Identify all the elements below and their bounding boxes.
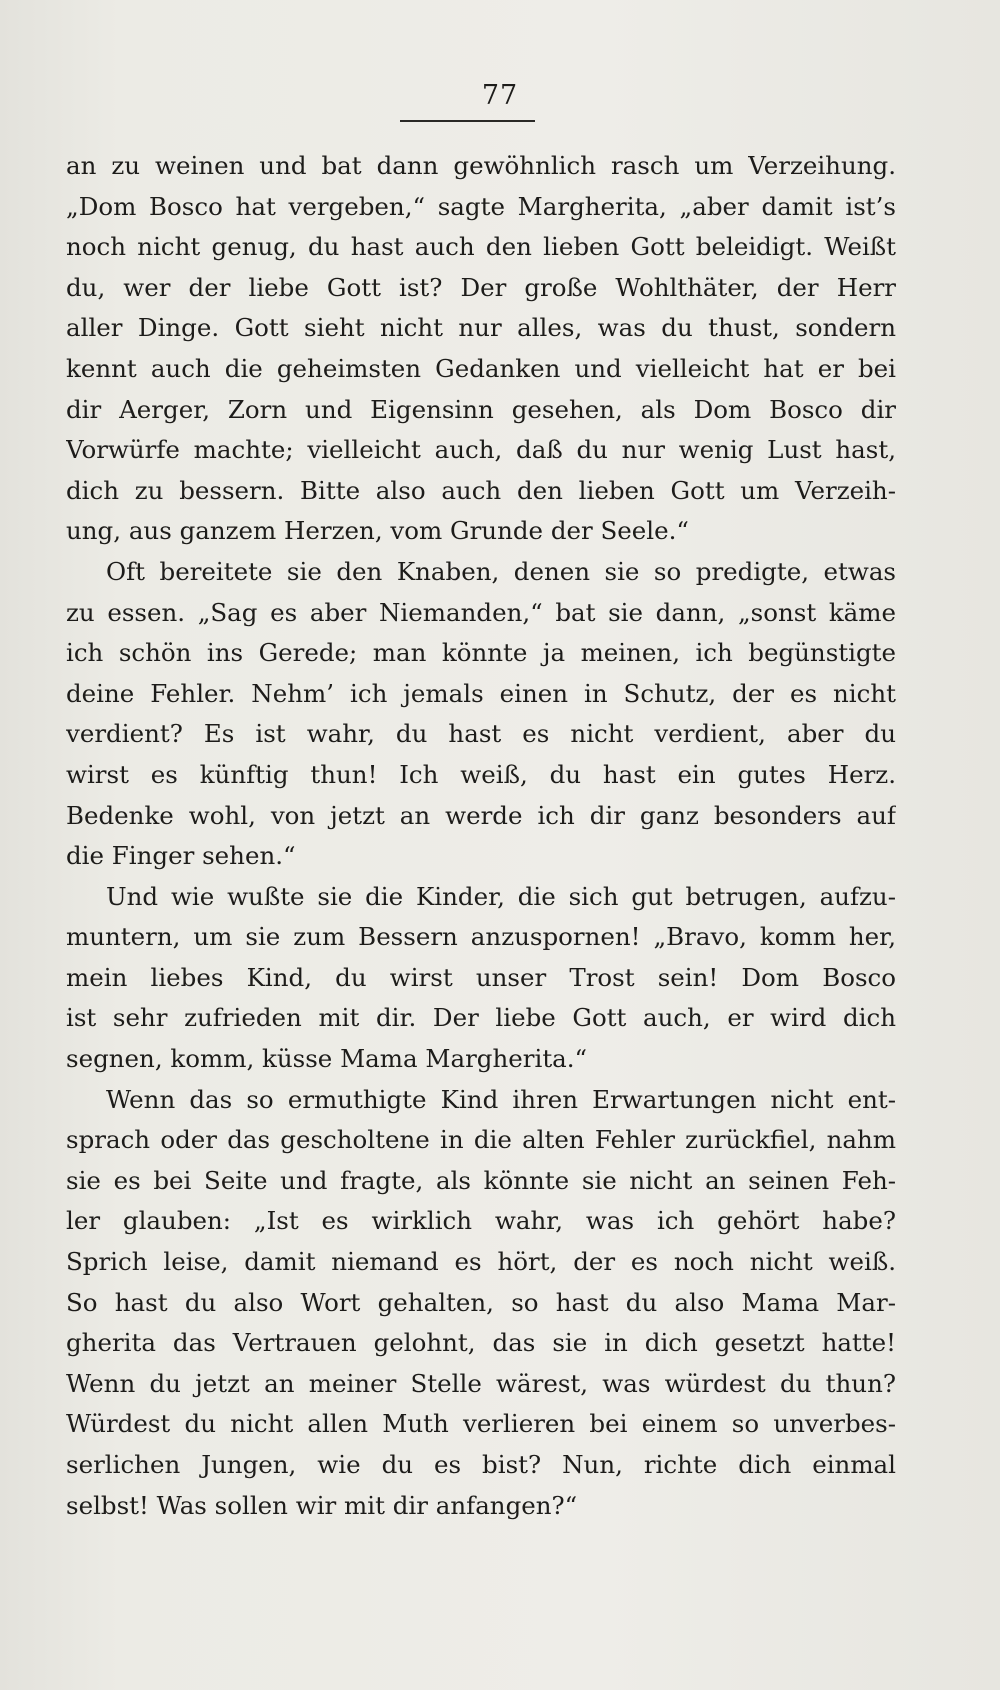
paragraph-end-line: die Finger sehen.“ [66, 841, 296, 871]
header-rule [400, 120, 535, 122]
text-line: deine Fehler. Nehm’ ich jemals einen in Schutz, der es nicht [66, 678, 896, 708]
body-text [66, 146, 896, 1526]
text-line: dir Aerger, Zorn und Eigensinn gesehen, als Dom Bosco dir [66, 394, 896, 424]
text-line: Wenn du jetzt an meiner Stelle wärest, was würdest du thun? [66, 1368, 896, 1398]
text-line: mein liebes Kind, du wirst unser Trost sein! Dom Bosco [66, 962, 896, 992]
text-line: du, wer der liebe Gott ist? Der große Wohlthäter, der Herr [66, 272, 896, 302]
text-line: wirst es künftig thun! Ich weiß, du hast ein gutes Herz. [66, 759, 896, 789]
text-line: ist sehr zufrieden mit dir. Der liebe Gott auch, er wird dich [66, 1003, 896, 1033]
paragraph-start-line: Und wie wußte sie die Kinder, die sich gut betrugen, aufzu- [106, 881, 896, 911]
text-line: verdient? Es ist wahr, du hast es nicht verdient, aber du [66, 719, 896, 749]
paragraph-end-line: ung, aus ganzem Herzen, vom Grunde der Seele.“ [66, 516, 689, 546]
page-number: 77 [481, 80, 519, 111]
text-line: kennt auch die geheimsten Gedanken und vielleicht hat er bei [66, 353, 896, 383]
text-line: ich schön ins Gerede; man könnte ja meinen, ich begünstigte [66, 638, 896, 668]
text-line: sprach oder das gescholtene in die alten Fehler zurückfiel, nahm [66, 1125, 896, 1155]
text-line: Sprich leise, damit niemand es hört, der es noch nicht weiß. [66, 1247, 896, 1277]
text-line: muntern, um sie zum Bessern anzuspornen! „Bravo, komm her, [66, 922, 896, 952]
paragraph-start-line: Oft bereitete sie den Knaben, denen sie so predigte, etwas [106, 556, 896, 586]
text-line: Vorwürfe machte; vielleicht auch, daß du nur wenig Lust hast, [66, 435, 896, 465]
text-line: Bedenke wohl, von jetzt an werde ich dir ganz besonders auf [66, 800, 896, 830]
paragraph-end-line: selbst! Was sollen wir mit dir anfangen?“ [66, 1490, 578, 1520]
text-line: Würdest du nicht allen Muth verlieren bei einem so unverbes- [66, 1409, 896, 1439]
paragraph-end-line: segnen, komm, küsse Mama Margherita.“ [66, 1044, 588, 1074]
text-line: sie es bei Seite und fragte, als könnte sie nicht an seinen Feh- [66, 1165, 896, 1195]
text-line: „Dom Bosco hat vergeben,“ sagte Margherita, „aber damit ist’s [66, 191, 896, 221]
text-line: noch nicht genug, du hast auch den lieben Gott beleidigt. Weißt [66, 232, 896, 262]
paragraph-start-line: Wenn das so ermuthigte Kind ihren Erwartungen nicht ent- [106, 1084, 896, 1114]
text-line: aller Dinge. Gott sieht nicht nur alles, was du thust, sondern [66, 313, 896, 343]
text-line: serlichen Jungen, wie du es bist? Nun, richte dich einmal [66, 1450, 896, 1479]
text-line: gherita das Vertrauen gelohnt, das sie in dich gesetzt hatte! [66, 1328, 896, 1358]
text-line: dich zu bessern. Bitte also auch den lieben Gott um Verzeih- [66, 475, 896, 505]
text-line: zu essen. „Sag es aber Niemanden,“ bat sie dann, „sonst käme [66, 597, 896, 627]
text-line: ler glauben: „Ist es wirklich wahr, was ich gehört habe? [66, 1206, 896, 1236]
text-line: So hast du also Wort gehalten, so hast du also Mama Mar- [66, 1287, 896, 1317]
text-line: an zu weinen und bat dann gewöhnlich rasch um Verzeihung. [66, 151, 896, 180]
